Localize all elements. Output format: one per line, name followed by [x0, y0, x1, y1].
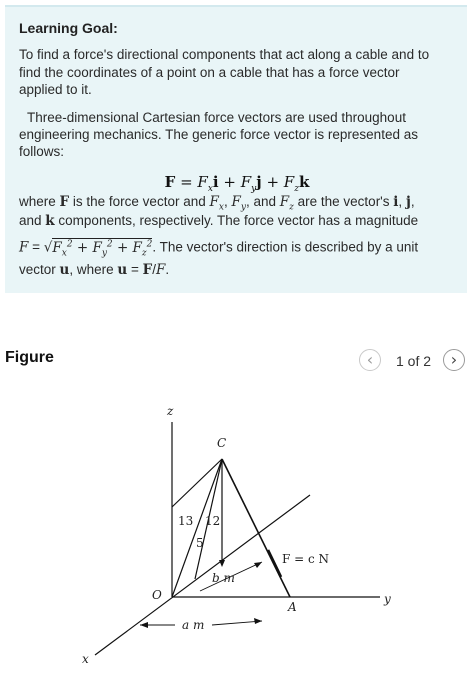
force-vector-equation: $F = F_xi + F_yj + F_zk$ [164, 173, 310, 194]
magnitude-line: $F = √F_x^2 + F_y^2 + F_z^2$. The vector's direction is described by a unit [19, 239, 419, 259]
components-line-1: where F is the force vector and $F_x$, $F_y$, and $F_z$ are the vector's i, j, [19, 194, 415, 213]
intro-line-2: engineering mechanics. The generic force vector is represented as [19, 127, 418, 142]
slope-arrowhead [219, 560, 225, 567]
intro-line-3: follows: [19, 144, 65, 159]
force-label: F = c N [282, 552, 330, 566]
force-arrow [268, 550, 281, 577]
chevron-left-icon: ‹ [366, 350, 374, 369]
a-dimension-right [212, 621, 262, 625]
goal-line-2: find the coordinates of a point on a cable that has a force vector [19, 65, 400, 80]
b-dimension-label: b m [212, 571, 235, 585]
a-arrowhead-left [140, 622, 148, 628]
cable-force-diagram [0, 387, 474, 687]
previous-figure-button[interactable] [359, 349, 381, 371]
chevron-right-icon: › [450, 350, 458, 369]
goal-line-3: applied to it. [19, 82, 92, 97]
a-dimension-label: a m [182, 618, 205, 632]
x-axis-label: x [82, 652, 89, 666]
goal-line-1: To find a force's directional components that act along a cable and to [19, 47, 430, 62]
point-c-label: C [217, 436, 227, 450]
structure-top-edge [172, 459, 222, 507]
next-figure-button[interactable] [443, 349, 465, 371]
origin-label: O [152, 588, 162, 602]
intro-line-1: Three-dimensional Cartesian force vectors are used throughout [27, 110, 406, 125]
z-axis-label: z [167, 404, 174, 418]
components-line-2: and k components, respectively. The force vector has a magnitude [19, 213, 419, 229]
point-a-label: A [288, 600, 297, 614]
figure-heading: Figure [5, 349, 54, 366]
a-arrowhead-right [254, 618, 262, 624]
slope-12-label: 12 [205, 514, 221, 528]
learning-goal-title: Learning Goal: [19, 20, 118, 36]
y-axis-label: y [384, 592, 391, 606]
slope-5-label: 5 [196, 536, 204, 550]
slope-13-label: 13 [178, 514, 194, 528]
figure-pager: 1 of 2 [396, 353, 432, 369]
unit-vector-line: vector u, where u = F/F. [19, 262, 170, 278]
